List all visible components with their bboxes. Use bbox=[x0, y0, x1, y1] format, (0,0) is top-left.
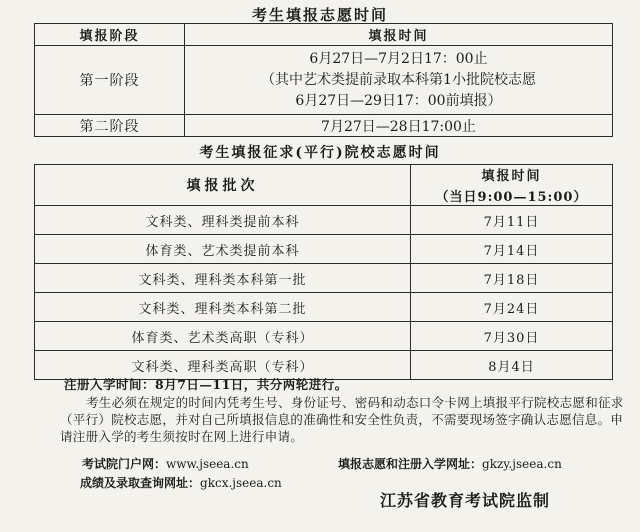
issuer-signature: 江苏省教育考试院监制 bbox=[380, 491, 551, 510]
time-cell: 7月27日—28日17:00止 bbox=[185, 115, 613, 137]
time-line: （其中艺术类提前录取本科第1小批院校志愿 bbox=[261, 71, 536, 88]
column-header-time: 填报时间 bbox=[185, 24, 613, 46]
header-time-label: 填报时间 bbox=[481, 169, 542, 184]
date-cell: 7月14日 bbox=[411, 235, 613, 264]
batch-cell: 体育类、艺术类高职（专科） bbox=[35, 322, 411, 351]
stage-cell: 第二阶段 bbox=[35, 115, 185, 137]
table-header-row bbox=[35, 24, 613, 46]
header-time-window: （当日9:00—15:00） bbox=[435, 190, 588, 205]
instructions-paragraph: 考生必须在规定的时间内凭考生号、身份证号、密码和动态口令卡网上填报平行院校志愿和征求（平行）院校志愿，并对自己所填报信息的准确性和安全性负责，不需要现场签字确认志愿信息。申请注册入学的考生须按时在网上进行申请。 bbox=[60, 395, 624, 444]
table-row bbox=[35, 264, 613, 293]
table-row bbox=[35, 293, 613, 322]
apply-label: 填报志愿和注册入学网址： bbox=[338, 457, 483, 471]
date-cell: 7月24日 bbox=[411, 293, 613, 322]
score-website bbox=[80, 474, 282, 491]
volunteer-schedule-title: 考生填报志愿时间 bbox=[251, 6, 388, 24]
table-row bbox=[35, 115, 613, 137]
table-row bbox=[35, 322, 613, 351]
apply-url: gkzy.jseea.cn bbox=[482, 457, 562, 471]
column-header-batch: 填报批次 bbox=[35, 165, 411, 206]
volunteer-schedule-table bbox=[34, 23, 613, 137]
batch-cell: 体育类、艺术类提前本科 bbox=[35, 235, 411, 264]
time-cell bbox=[185, 46, 613, 115]
date-cell: 8月4日 bbox=[411, 351, 613, 380]
parallel-schedule-title: 考生填报征求(平行)院校志愿时间 bbox=[199, 145, 441, 161]
portal-website bbox=[82, 455, 249, 472]
registration-time: 注册入学时间：8月7日—11日，共分两轮进行。 bbox=[64, 377, 348, 392]
time-line: 6月27日—7月2日17：00止 bbox=[309, 50, 488, 67]
batch-cell: 文科类、理科类本科第二批 bbox=[35, 293, 411, 322]
portal-url: www.jseea.cn bbox=[166, 457, 249, 471]
table-row bbox=[35, 46, 613, 115]
apply-website bbox=[338, 455, 562, 472]
date-cell: 7月11日 bbox=[411, 206, 613, 235]
table-header-row bbox=[35, 165, 613, 206]
date-cell: 7月18日 bbox=[411, 264, 613, 293]
stage-cell: 第一阶段 bbox=[35, 46, 185, 115]
date-cell: 7月30日 bbox=[411, 322, 613, 351]
table-row bbox=[35, 206, 613, 235]
score-label: 成绩及录取查询网址： bbox=[80, 476, 201, 490]
time-line: 6月27日—29日17：00前填报） bbox=[295, 92, 502, 109]
portal-label: 考试院门户网： bbox=[82, 457, 167, 471]
batch-cell: 文科类、理科类本科第一批 bbox=[35, 264, 411, 293]
parallel-schedule-table bbox=[34, 164, 613, 380]
batch-cell: 文科类、理科类高职（专科） bbox=[35, 351, 411, 380]
column-header-stage: 填报阶段 bbox=[35, 24, 185, 46]
score-url: gkcx.jseea.cn bbox=[200, 476, 282, 490]
table-row bbox=[35, 235, 613, 264]
batch-cell: 文科类、理科类提前本科 bbox=[35, 206, 411, 235]
column-header-time bbox=[411, 165, 613, 206]
